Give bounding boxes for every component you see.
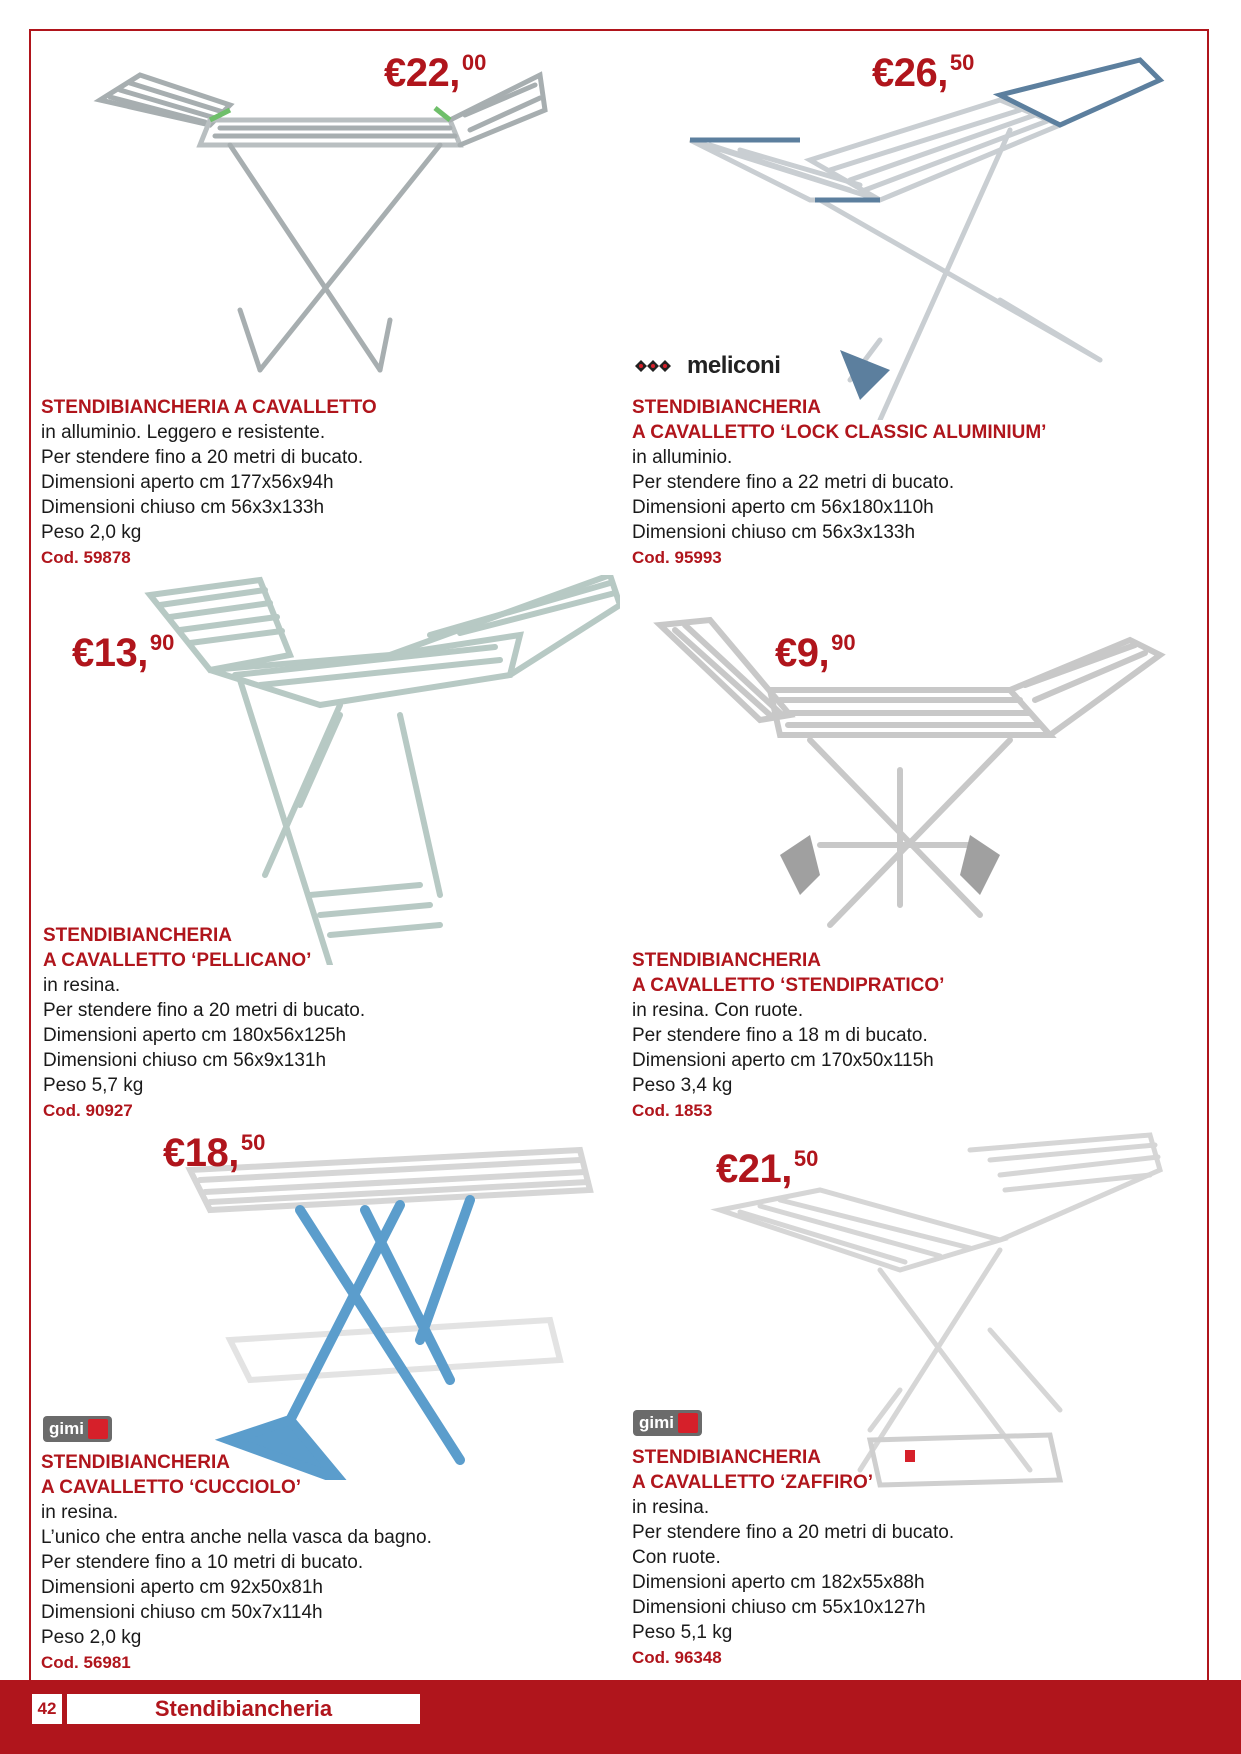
product-detail: Per stendere fino a 20 metri di bucato. (41, 447, 364, 468)
price-tag-6 (716, 1146, 818, 1192)
price-cents: 90 (149, 630, 175, 655)
product-detail: L’unico che entra anche nella vasca da bagno. (41, 1527, 432, 1548)
product-detail: Per stendere fino a 10 metri di bucato. (41, 1552, 364, 1573)
product-description-6 (632, 1445, 954, 1670)
price-tag-2 (872, 50, 974, 96)
price-cents: 50 (949, 50, 975, 75)
product-detail: Per stendere fino a 22 metri di bucato. (632, 472, 955, 493)
product-title: STENDIBIANCHERIA (632, 397, 821, 418)
product-image-3 (140, 575, 620, 965)
product-detail: Per stendere fino a 18 m di bucato. (632, 1025, 928, 1046)
brand-name: gimi (49, 1419, 84, 1438)
product-detail: Per stendere fino a 20 metri di bucato. (632, 1522, 955, 1543)
product-detail: Peso 3,4 kg (632, 1075, 733, 1096)
product-detail: Dimensioni chiuso cm 55x10x127h (632, 1597, 926, 1618)
section-title: Stendibiancheria (67, 1694, 420, 1724)
product-code: Cod. 59878 (41, 548, 131, 567)
product-detail: Con ruote. (632, 1547, 721, 1568)
price-euros: €21, (716, 1147, 792, 1191)
product-title: STENDIBIANCHERIA (41, 1452, 230, 1473)
price-cents: 00 (461, 50, 487, 75)
price-euros: €26, (872, 51, 948, 95)
product-detail: Dimensioni aperto cm 56x180x110h (632, 497, 934, 518)
price-euros: €22, (384, 51, 460, 95)
product-detail: Dimensioni aperto cm 180x56x125h (43, 1025, 347, 1046)
product-code: Cod. 95993 (632, 548, 722, 567)
product-description-1 (41, 395, 377, 570)
product-detail: Dimensioni chiuso cm 56x9x131h (43, 1050, 327, 1071)
product-detail: Dimensioni aperto cm 177x56x94h (41, 472, 334, 493)
brand-logo-gimi (43, 1416, 112, 1442)
product-code: Cod. 90927 (43, 1101, 133, 1120)
product-detail: Dimensioni chiuso cm 56x3x133h (632, 522, 916, 543)
product-detail: Dimensioni chiuso cm 56x3x133h (41, 497, 325, 518)
product-code: Cod. 1853 (632, 1101, 713, 1120)
product-description-4 (632, 948, 944, 1123)
brand-name: meliconi (687, 352, 781, 379)
product-title: A CAVALLETTO ‘ZAFFIRO’ (632, 1472, 873, 1493)
brand-logo-gimi (633, 1410, 702, 1436)
product-title: A CAVALLETTO ‘PELLICANO’ (43, 950, 312, 971)
product-title: A CAVALLETTO ‘LOCK CLASSIC ALUMINIUM’ (632, 422, 1047, 443)
price-cents: 50 (793, 1146, 819, 1171)
product-title: STENDIBIANCHERIA (632, 950, 821, 971)
product-detail: Dimensioni aperto cm 182x55x88h (632, 1572, 925, 1593)
product-detail: Dimensioni chiuso cm 50x7x114h (41, 1602, 323, 1623)
product-description-3 (43, 923, 365, 1123)
product-detail: in alluminio. Leggero e resistente. (41, 422, 326, 443)
product-detail: in resina. (41, 1502, 119, 1523)
product-image-1 (80, 50, 560, 390)
price-tag-4 (775, 630, 856, 676)
product-detail: Per stendere fino a 20 metri di bucato. (43, 1000, 366, 1021)
price-tag-1 (384, 50, 486, 96)
product-detail: Peso 5,7 kg (43, 1075, 144, 1096)
product-detail: in resina. (43, 975, 121, 996)
product-detail: Dimensioni aperto cm 92x50x81h (41, 1577, 323, 1598)
meliconi-logo-icon (633, 356, 681, 376)
price-tag-5 (163, 1130, 265, 1176)
product-detail: in resina. Con ruote. (632, 1000, 804, 1021)
product-detail: Peso 5,1 kg (632, 1622, 733, 1643)
product-title: A CAVALLETTO ‘CUCCIOLO’ (41, 1477, 302, 1498)
page-number: 42 (32, 1694, 62, 1724)
product-code: Cod. 96348 (632, 1648, 722, 1667)
product-title: STENDIBIANCHERIA (632, 1447, 821, 1468)
product-image-4 (650, 595, 1170, 965)
product-description-2 (632, 395, 1046, 570)
price-euros: €13, (72, 631, 148, 675)
gimi-logo-icon (678, 1413, 698, 1433)
product-code: Cod. 56981 (41, 1653, 131, 1672)
product-detail: in alluminio. (632, 447, 733, 468)
brand-name: gimi (639, 1413, 674, 1432)
product-title: STENDIBIANCHERIA A CAVALLETTO (41, 397, 377, 418)
product-title: STENDIBIANCHERIA (43, 925, 232, 946)
price-tag-3 (72, 630, 174, 676)
product-image-5 (170, 1140, 610, 1480)
product-detail: Peso 2,0 kg (41, 522, 142, 543)
price-cents: 50 (240, 1130, 266, 1155)
product-title: A CAVALLETTO ‘STENDIPRATICO’ (632, 975, 945, 996)
gimi-logo-icon (88, 1419, 108, 1439)
price-euros: €18, (163, 1131, 239, 1175)
price-cents: 90 (831, 630, 856, 655)
price-euros: €9, (775, 631, 830, 675)
brand-logo-meliconi (633, 352, 780, 380)
product-detail: Peso 2,0 kg (41, 1627, 142, 1648)
product-description-5 (41, 1450, 432, 1675)
product-detail: Dimensioni aperto cm 170x50x115h (632, 1050, 934, 1071)
product-detail: in resina. (632, 1497, 710, 1518)
